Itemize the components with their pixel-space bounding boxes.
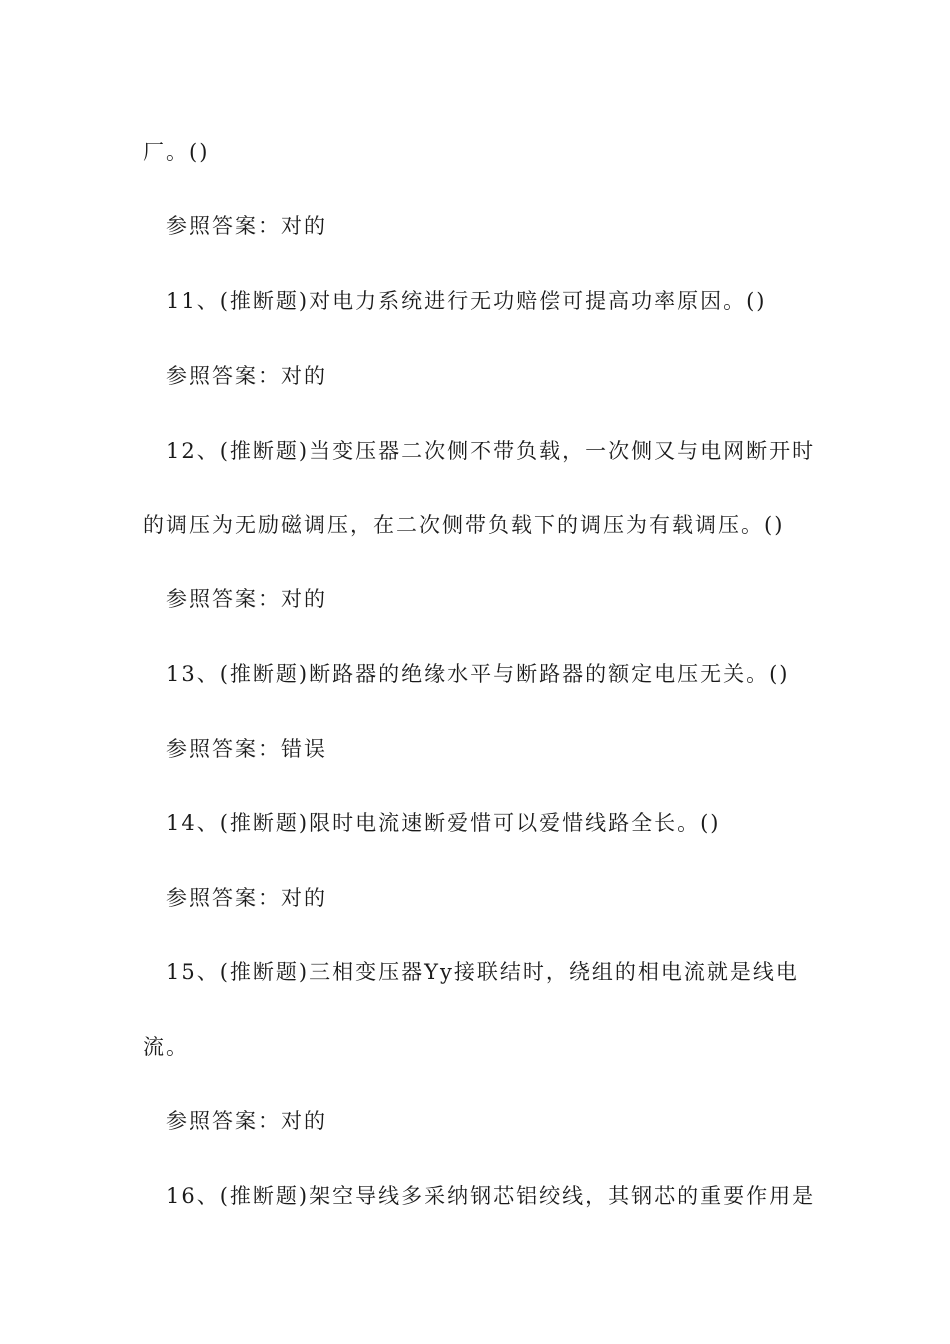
question-11: 11、(推断题)对电力系统进行无功赔偿可提高功率原因。() — [166, 289, 767, 313]
question-14: 14、(推断题)限时电流速断爱惜可以爱惜线路全长。() — [166, 811, 721, 835]
question-12-continuation: 的调压为无励磁调压，在二次侧带负载下的调压为有载调压。() — [143, 513, 785, 537]
question-13: 13、(推断题)断路器的绝缘水平与断路器的额定电压无关。() — [166, 662, 790, 686]
question-16: 16、(推断题)架空导线多采纳钢芯铝绞线，其钢芯的重要作用是 — [166, 1184, 816, 1208]
answer-line: 参照答案：对的 — [166, 214, 327, 238]
question-12: 12、(推断题)当变压器二次侧不带负载，一次侧又与电网断开时 — [166, 439, 816, 463]
text-line-continuation: 厂。() — [143, 140, 210, 164]
question-15: 15、(推断题)三相变压器Yy接联结时，绕组的相电流就是线电 — [166, 960, 799, 984]
answer-line: 参照答案：错误 — [166, 737, 327, 761]
answer-line: 参照答案：对的 — [166, 1109, 327, 1133]
answer-line: 参照答案：对的 — [166, 364, 327, 388]
answer-line: 参照答案：对的 — [166, 886, 327, 910]
answer-line: 参照答案：对的 — [166, 587, 327, 611]
question-15-continuation: 流。 — [143, 1035, 189, 1059]
